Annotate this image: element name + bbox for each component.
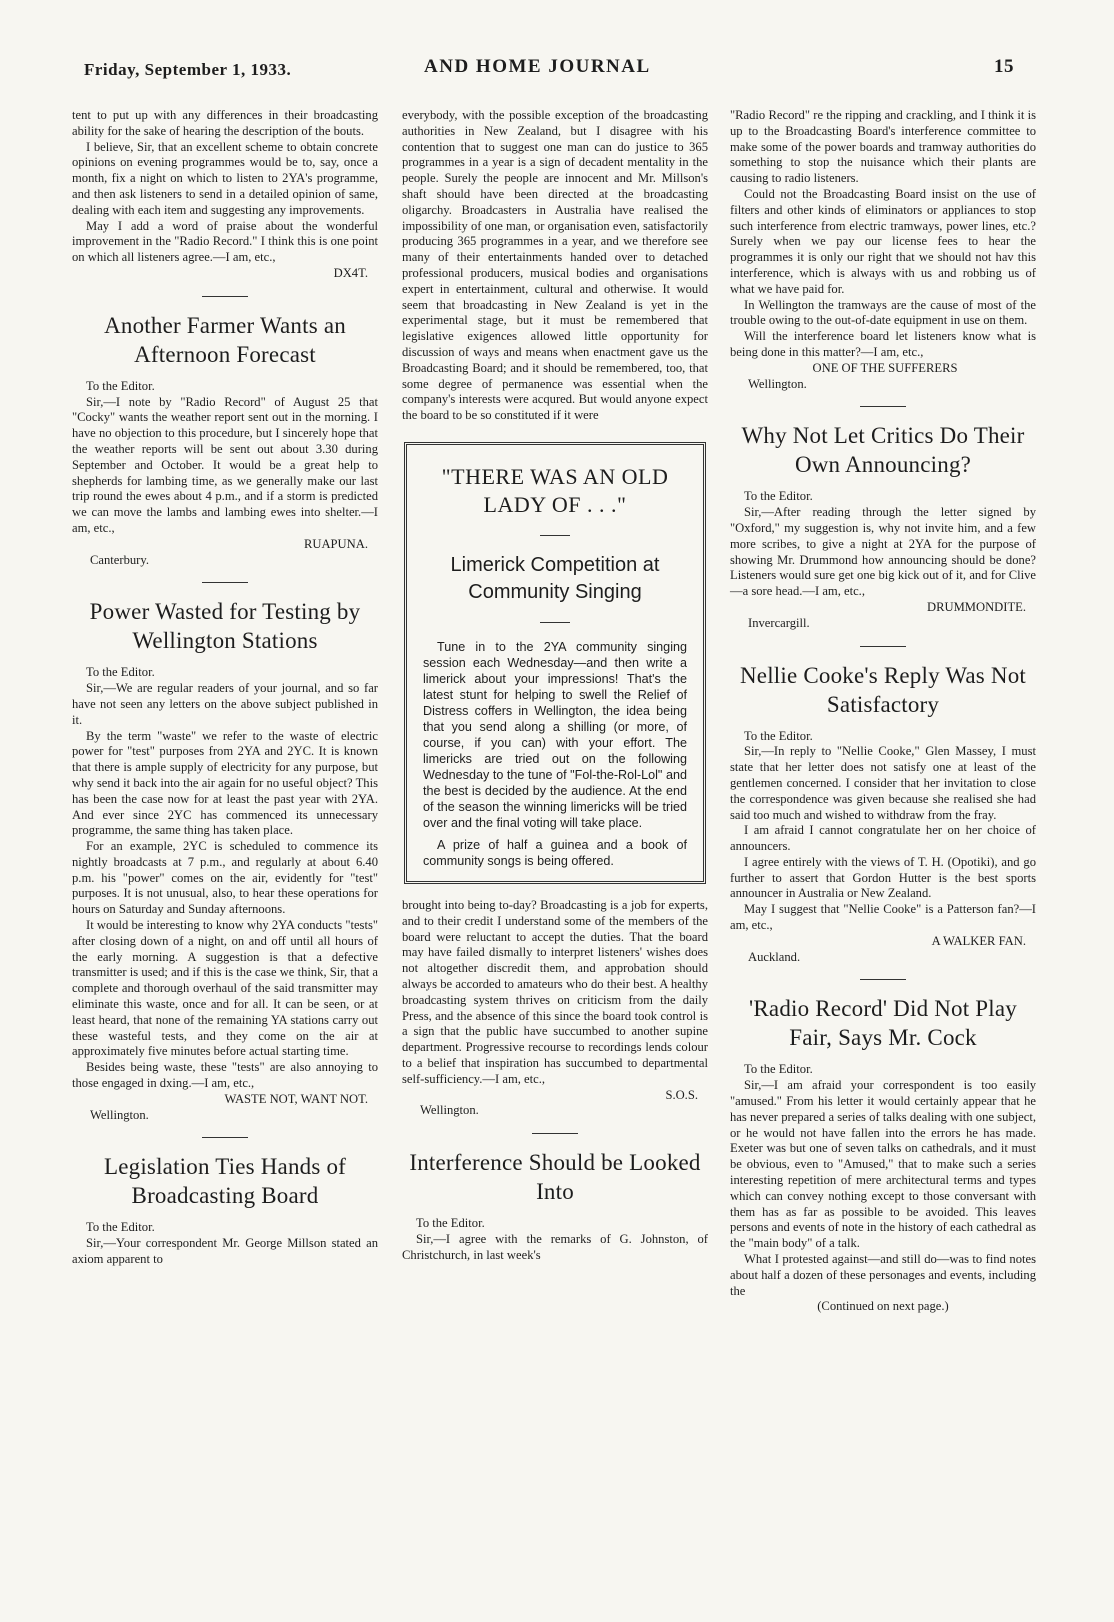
letter-place: Invercargill.: [748, 615, 810, 630]
paragraph: Could not the Broadcasting Board insist on the use of filters and other kinds of eliminators or appliances to stop such interference from electric tramways, power lines, etc.? Surely when we pay our license fees to hear the programmes it is only our right that we should not hav this interference, which is always with us and robbing us of what we have paid for.: [730, 186, 1036, 296]
salutation: To the Editor.: [86, 665, 155, 680]
paragraph: I am afraid I cannot congratulate her on her choice of announcers.: [730, 823, 1036, 854]
letter-interference: [402, 1148, 708, 1263]
paragraph: May I suggest that "Nellie Cooke" is a Patterson fan?—I am, etc.,: [730, 902, 1036, 933]
letter-signature: S.O.S.: [665, 1087, 698, 1102]
page-number: 15: [994, 56, 1014, 77]
section-divider: [202, 582, 248, 583]
letter-place: Auckland.: [748, 949, 801, 964]
journal-title: AND HOME JOURNAL: [424, 56, 651, 77]
article-headline: Another Farmer Wants an Afternoon Forecast: [104, 312, 346, 367]
letter-place: Wellington.: [420, 1103, 479, 1118]
box-divider: [540, 535, 570, 536]
paragraph: A prize of half a guinea and a book of community songs is being offered.: [423, 837, 687, 868]
article-headline: 'Radio Record' Did Not Play Fair, Says Mr. Cock: [749, 996, 1017, 1051]
letter-signature: DRUMMONDITE.: [927, 599, 1026, 614]
continued-note: (Continued on next page.): [817, 1299, 949, 1314]
column-1: [72, 108, 378, 1268]
paragraph: everybody, with the possible exception of the broadcasting authorities in New Zealand, but I disagree with his contention that to suggest one man can do justice to 365 programmes in a year is a sign of decadent mentality in the people. Surely the people are innocent and Mr. Millson's shaft should have been directed at the broadcasting oligarchy. Broadcasters in Australia have realised the impossibility of one man, or organisation even, satisfactorily producing 365 programmes in a year, and we therefore see many of their entertainments handed over to detached professional producers, musical bodies and organisations expert in entertainment, cultural and otherwise. It would seem that broadcasting in New Zealand is yet in the experimental stage, but it must be remembered that legislative exigences allowed little opportunity for discussion of ways and means when enactment gave us the Broadcasting Board; and it should be remembered, too, that some degree of permanence was essential when the company's interests were acqured. But would anyone expect the board to be so constituted if it were: [402, 108, 708, 423]
letter-mr-cock: [730, 994, 1036, 1315]
salutation: To the Editor.: [86, 1220, 155, 1235]
paragraph: I agree entirely with the views of T. H. (Opotiki), and go further to assert that Gordon Hutter is the best sports announcer in Australia or New Zealand.: [730, 854, 1036, 901]
salutation: To the Editor.: [744, 728, 813, 743]
letter-signature: DX4T.: [333, 265, 368, 280]
section-divider: [860, 406, 906, 407]
letter-signature: WASTE NOT, WANT NOT.: [224, 1091, 368, 1106]
column-2: [402, 108, 708, 1263]
letter-farmer: [72, 311, 378, 569]
paragraph: Sir,—I note by "Radio Record" of August 25 that "Cocky" wants the weather report sent out in the morning. I have no objection to this procedure, but I sincerely hope that the weather reports will be sent out about 3.30 during September and October. It would be a great help to shepherds for lambing time, as we generally make our last trip round the ewes about 4 p.m., and if a storm is predicted we can move the lambs and lambing ewes into shelter.—I am, etc.,: [72, 394, 378, 535]
salutation: To the Editor.: [744, 1062, 813, 1077]
paragraph: Sir,—I agree with the remarks of G. Johnston, of Christchurch, in last week's: [402, 1231, 708, 1262]
section-divider: [532, 1133, 578, 1134]
paragraph: Sir,—After reading through the letter signed by "Oxford," my suggestion is, why not invite him, and a few more scribes, to give a night at 2YA for the purpose of showing Mr. Drummond how announcing should be done? Listeners would sure get one big kick out of it, and for Clive—a sore head.—I am, etc.,: [730, 505, 1036, 599]
page-header: [84, 56, 1014, 84]
letter-legislation: [72, 1152, 378, 1267]
paragraph: What I protested against—and still do—was to find notes about half a dozen of these personages and events, including the: [730, 1252, 1036, 1298]
box-title: "THERE WAS AN OLD LADY OF . . .": [441, 463, 669, 517]
paragraph: Sir,—I am afraid your correspondent is too easily "amused." From his letter it would certainly appear that he has never prepared a series of talks dealing with one subject, or he would not have fallen into the errors he has made. Exeter was but one of seven talks on cathedrals, and it must be obvious, even to "Amused," that to make such a series interesting repetition of mere architectural terms and types which can convey nothing except to those conversant with them has as far as possible to be avoided. This leaves persons and events of note in the history of each cathedral as the "main body" of a talk.: [730, 1078, 1036, 1251]
article-headline: Power Wasted for Testing by Wellington Stations: [89, 599, 361, 654]
letter-nellie-cooke: [730, 661, 1036, 966]
article-headline: Why Not Let Critics Do Their Own Announcing?: [741, 423, 1025, 478]
salutation: To the Editor.: [416, 1216, 485, 1231]
paragraph: Besides being waste, these "tests" are also annoying to those engaged in dxing.—I am, etc.,: [72, 1060, 378, 1091]
paragraph: For an example, 2YC is scheduled to commence its nightly broadcasts at 7 p.m., and regularly at about 6.40 p.m. his "power" comes on the air, evidently for "test" purposes. It is not unusual, also, to hear these operations for hours on Saturday and Sunday afternoons.: [72, 839, 378, 917]
paragraph: May I add a word of praise about the wonderful improvement in the "Radio Record." I think this is one point on which all listeners agree.—I am, etc.,: [72, 218, 378, 265]
letter-place: Wellington.: [90, 1107, 149, 1122]
letter-place: Canterbury.: [90, 552, 149, 567]
box-divider: [540, 622, 570, 623]
section-divider: [860, 646, 906, 647]
limerick-competition-box: [404, 442, 706, 884]
paragraph: It would be interesting to know why 2YA conducts "tests" after closing down of a night, on and off until all hours of the early morning. A suggestion is that a defective transmitter is used; and if this is the case we think, Sir, that a complete and thorough overhaul of the said transmitter may eliminate this waste, once and for all. It can be seen, or at least heard, that none of the remaining YA stations carry out these wasteful tests, and they come on the air at approximately five minutes before actual starting time.: [72, 918, 378, 1059]
paragraph: In Wellington the tramways are the cause of most of the trouble owing to the out-of-date equipment in use on them.: [730, 297, 1036, 328]
paragraph: tent to put up with any differences in their broadcasting ability for the sake of hearing the description of the bouts.: [72, 108, 378, 138]
section-divider: [860, 979, 906, 980]
letter-signature: A WALKER FAN.: [931, 933, 1026, 948]
section-divider: [202, 1137, 248, 1138]
issue-date: Friday, September 1, 1933.: [84, 60, 292, 79]
paragraph: Sir,—Your correspondent Mr. George Millson stated an axiom apparent to: [72, 1236, 378, 1267]
salutation: To the Editor.: [86, 378, 155, 393]
letter-power-wasted: [72, 597, 378, 1123]
paragraph: I believe, Sir, that an excellent scheme to obtain concrete opinions on evening programmes would be to, say, once a month, fix a night on which to listen to 2YA's programme, and then ask listeners to send in a detailed opinion of same, dealing with each item and suggesting any improvements.: [72, 139, 378, 217]
box-subtitle: Limerick Competition at Community Singing: [450, 553, 660, 603]
paragraph: By the term "waste" we refer to the waste of electric power for "test" purposes from 2YA and 2YC. It is known that there is ample supply of electricity for any purpose, but why send it back into the air again for no useful object? This has been the case now for at least the past year with 2YA. And ever since 2YC has commenced its unnecessary programme, the same thing has taken place.: [72, 728, 378, 838]
letter-signature: RUAPUNA.: [303, 536, 368, 551]
letter-place: Wellington.: [748, 376, 807, 391]
section-divider: [202, 296, 248, 297]
continued-letter: [72, 108, 378, 282]
paragraph: Sir,—In reply to "Nellie Cooke," Glen Massey, I must state that her letter does not satisfy one at least of the gentlemen concerned. I consider that her invitation to close the correspondence was given because she realised she had said too much and wished to withdraw from the fray.: [730, 744, 1036, 822]
letter-signature: ONE OF THE SUFFERERS: [812, 360, 958, 375]
paragraph: brought into being to-day? Broadcasting is a job for experts, and to their credit I understand some of the members of the board were reluctant to accept the duties. That the board may have failed dismally to interpret listeners' wishes does not altogether discredit them, and approbation should always be accorded to amateurs who do their best. A healthy broadcasting system thrives on criticism from the daily Press, and the absence of this since the board took control is a sign that the public have succumbed to another supine department. Progressive recourse to recordings lends colour to a belief that inspiration has succumbed to departmental self-sufficiency.—I am, etc.,: [402, 897, 708, 1086]
paragraph: Sir,—We are regular readers of your journal, and so far have not seen any letters on the above subject published in it.: [72, 681, 378, 727]
article-headline: Interference Should be Looked Into: [409, 1150, 701, 1205]
paragraph: Tune in to the 2YA community singing session each Wednesday—and then write a limerick about your impressions! That's the latest stunt for helping to swell the Relief of Distress coffers in Wellington, the idea being that you send along a shilling (or more, of course, if you can) with your effort. The limericks are tried out on the following Wednesday to the tune of "Fol-the-Rol-Lol" and the best is decided by the audience. At the end of the season the winning limericks will be tried over and the final voting will take place.: [423, 639, 687, 830]
column-3: [730, 108, 1036, 1315]
paragraph: Will the interference board let listeners know what is being done in this matter?—I am, etc.,: [730, 329, 1036, 359]
letter-critics: [730, 421, 1036, 631]
article-headline: Nellie Cooke's Reply Was Not Satisfactory: [740, 662, 1026, 717]
article-headline: Legislation Ties Hands of Broadcasting Board: [103, 1154, 347, 1209]
salutation: To the Editor.: [744, 489, 813, 504]
paragraph: "Radio Record" re the ripping and crackling, and I think it is up to the Broadcasting Board's interference committee to make some of the power boards and tramway authorities do something to stop the nuisance which their plants are causing to radio listeners.: [730, 108, 1036, 186]
